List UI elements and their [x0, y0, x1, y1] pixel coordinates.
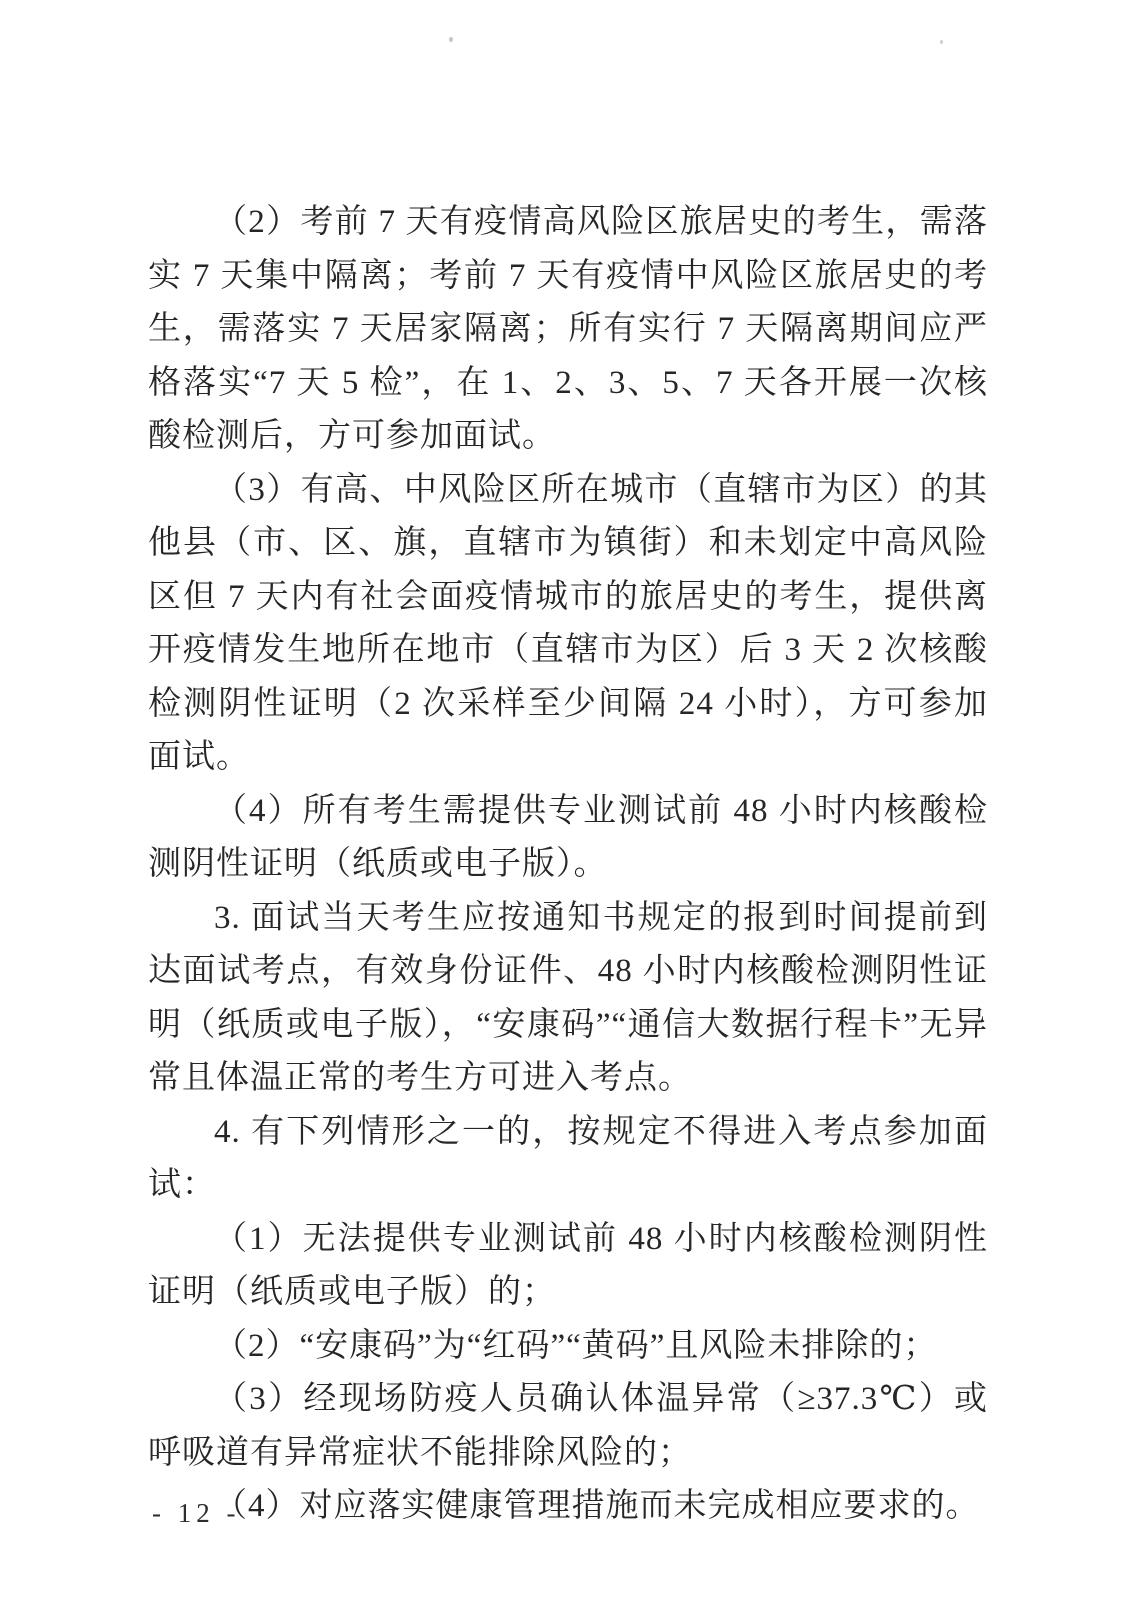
paragraph-interview-day-requirements: 3. 面试当天考生应按通知书规定的报到时间提前到达面试考点，有效身份证件、48 小时内核酸检测阴性证明（纸质或电子版），“安康码”“通信大数据行程卡”无异常且体温正常的考生方可进入考点。	[148, 899, 988, 1096]
paragraph-quarantine-rules: （2）考前 7 天有疫情高风险区旅居史的考生，需落实 7 天集中隔离；考前 7 天有疫情中风险区旅居史的考生，需落实 7 天居家隔离；所有实行 7 天隔离期间应严格落实“7 天 5 检”，在 1、2、3、5、7 天各开展一次核酸检测后，方可参加面试。	[148, 204, 988, 454]
scan-speck-icon	[940, 40, 943, 44]
paragraph-denied-case-3: （3）经现场防疫人员确认体温异常（≥37.3℃）或呼吸道有异常症状不能排除风险的；	[148, 1381, 988, 1471]
scan-speck-icon	[449, 37, 453, 42]
document-body	[148, 196, 988, 1534]
paragraph-nucleic-acid-proof: （4）所有考生需提供专业测试前 48 小时内核酸检测阴性证明（纸质或电子版）。	[148, 792, 988, 882]
page-number: - 12 -	[152, 1498, 241, 1528]
paragraph-denied-case-1: （1）无法提供专业测试前 48 小时内核酸检测阴性证明（纸质或电子版）的；	[148, 1220, 988, 1310]
paragraph-denied-case-2: （2）“安康码”为“红码”“黄码”且风险未排除的；	[214, 1327, 938, 1364]
page-footer	[0, 1498, 1132, 1538]
paragraph-denied-case-4: （4）对应落实健康管理措施而未完成相应要求的。	[214, 1488, 980, 1524]
paragraph-denied-entry-intro: 4. 有下列情形之一的，按规定不得进入考点参加面试：	[148, 1113, 988, 1203]
paragraph-medium-high-risk-areas: （3）有高、中风险区所在城市（直辖市为区）的其他县（市、区、旗，直辖市为镇街）和未划定中高风险区但 7 天内有社会面疫情城市的旅居史的考生，提供离开疫情发生地所在地市（直辖市为区）后 3 天 2 次核酸检测阴性证明（2 次采样至少间隔 24 小时），方可参加面试。	[148, 471, 989, 775]
